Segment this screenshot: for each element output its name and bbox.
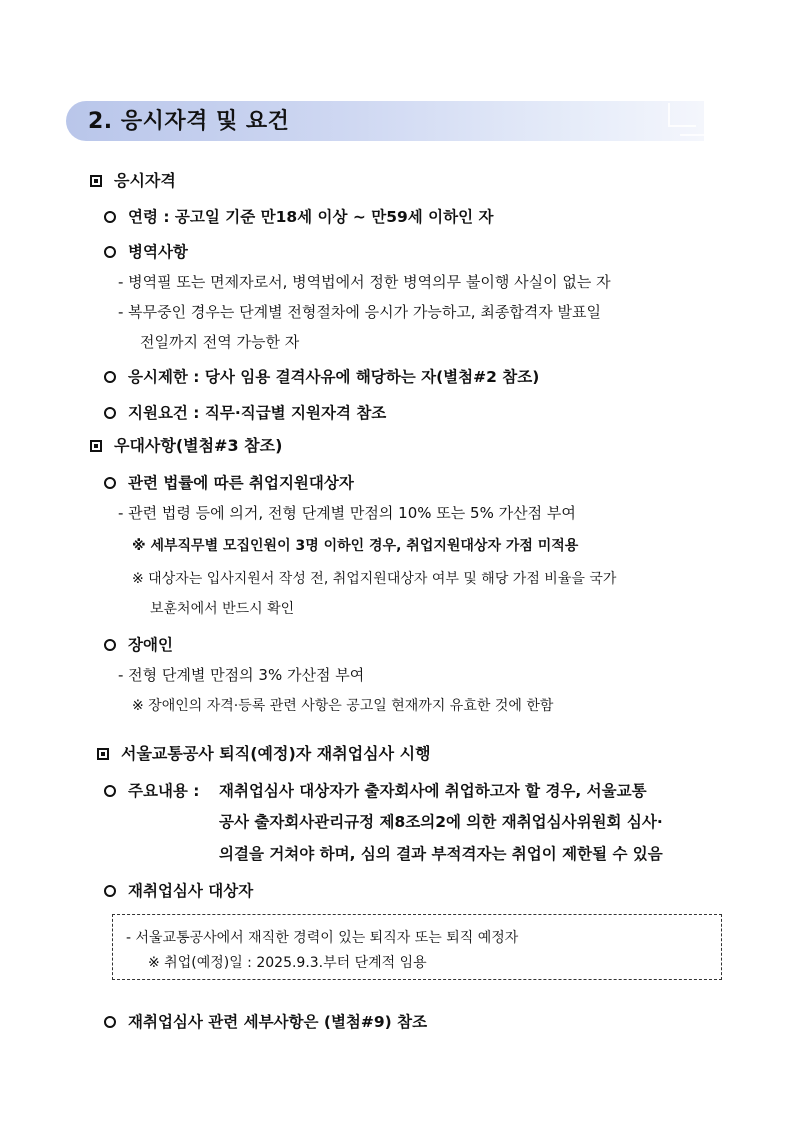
section-qualification [90,168,176,191]
section-title: 우대사항(별첨#3 참조) [114,436,283,455]
item-text: 병역사항 [128,243,188,261]
item-text: 장애인 [128,636,173,654]
item-text: 재취업심사 대상자 [128,882,254,900]
circle-bullet-icon [104,785,116,797]
circle-bullet-icon [104,885,116,897]
item-text: 지원요건 : 직무·직급별 지원자격 참조 [128,404,387,422]
item-restriction [104,365,539,387]
item-text: 관련 법률에 따른 취업지원대상자 [128,474,354,492]
disabled-line-1: - 전형 단계별 만점의 3% 가산점 부여 [118,666,365,684]
employment-note-2-cont: 보훈처에서 반드시 확인 [150,601,295,617]
main-content-line-1: 재취업심사 대상자가 출자회사에 취업하고자 할 경우, 서울교통 [219,782,647,800]
military-line-1: - 병역필 또는 면제자로서, 병역법에서 정한 병역의무 불이행 사실이 없는 자 [118,273,611,291]
item-requirement [104,401,386,423]
item-employment-support [104,471,354,493]
item-text: 응시제한 : 당사 임용 결격사유에 해당하는 자(별첨#2 참조) [128,368,540,386]
item-age [104,205,493,227]
circle-bullet-icon [104,477,116,489]
circle-bullet-icon [104,1016,116,1028]
item-text: 재취업심사 관련 세부사항은 (별첨#9) 참조 [128,1013,428,1031]
square-bullet-icon [90,440,102,452]
section-title: 응시자격 [114,171,176,190]
target-box-line-2: ※ 취업(예정)일 : 2025.9.3.부터 단계적 임용 [148,955,427,971]
item-label: 주요내용 : [128,782,200,800]
military-line-2: - 복무중인 경우는 단계별 전형절차에 응시가 가능하고, 최종합격자 발표일 [118,303,602,321]
military-line-2-cont: 전일까지 전역 가능한 자 [140,333,300,351]
item-main-content [104,779,200,801]
main-content-line-3: 의결을 거쳐야 하며, 심의 결과 부적격자는 취업이 제한될 수 있음 [219,845,663,863]
target-box-line-1: - 서울교통공사에서 재직한 경력이 있는 퇴직자 또는 퇴직 예정자 [126,930,519,946]
circle-bullet-icon [104,246,116,258]
employment-note-2: ※ 대상자는 입사지원서 작성 전, 취업지원대상자 여부 및 해당 가점 비율을 국가 [132,571,617,587]
item-disabled [104,633,173,655]
main-content-line-2: 공사 출자회사관리규정 제8조의2에 의한 재취업심사위원회 심사· [219,813,663,831]
item-text: 연령 : 공고일 기준 만18세 이상 ~ 만59세 이하인 자 [128,208,494,226]
square-bullet-icon [90,175,102,187]
employment-line-1: - 관련 법령 등에 의거, 전형 단계별 만점의 10% 또는 5% 가산점 부여 [118,504,576,522]
circle-bullet-icon [104,211,116,223]
circle-bullet-icon [104,371,116,383]
section-preference [90,433,282,456]
page-title: 2. 응시자격 및 요건 [88,109,290,134]
section-title: 서울교통공사 퇴직(예정)자 재취업심사 시행 [121,744,431,763]
heading-decoration [680,110,704,136]
circle-bullet-icon [104,407,116,419]
item-details [104,1010,427,1032]
square-bullet-icon [97,748,109,760]
section-reemployment [97,741,431,764]
disabled-note: ※ 장애인의 자격·등록 관련 사항은 공고일 현재까지 유효한 것에 한함 [132,698,554,714]
employment-note-1: ※ 세부직무별 모집인원이 3명 이하인 경우, 취업지원대상자 가점 미적용 [132,538,579,554]
item-target [104,879,253,901]
circle-bullet-icon [104,639,116,651]
item-military [104,240,188,262]
